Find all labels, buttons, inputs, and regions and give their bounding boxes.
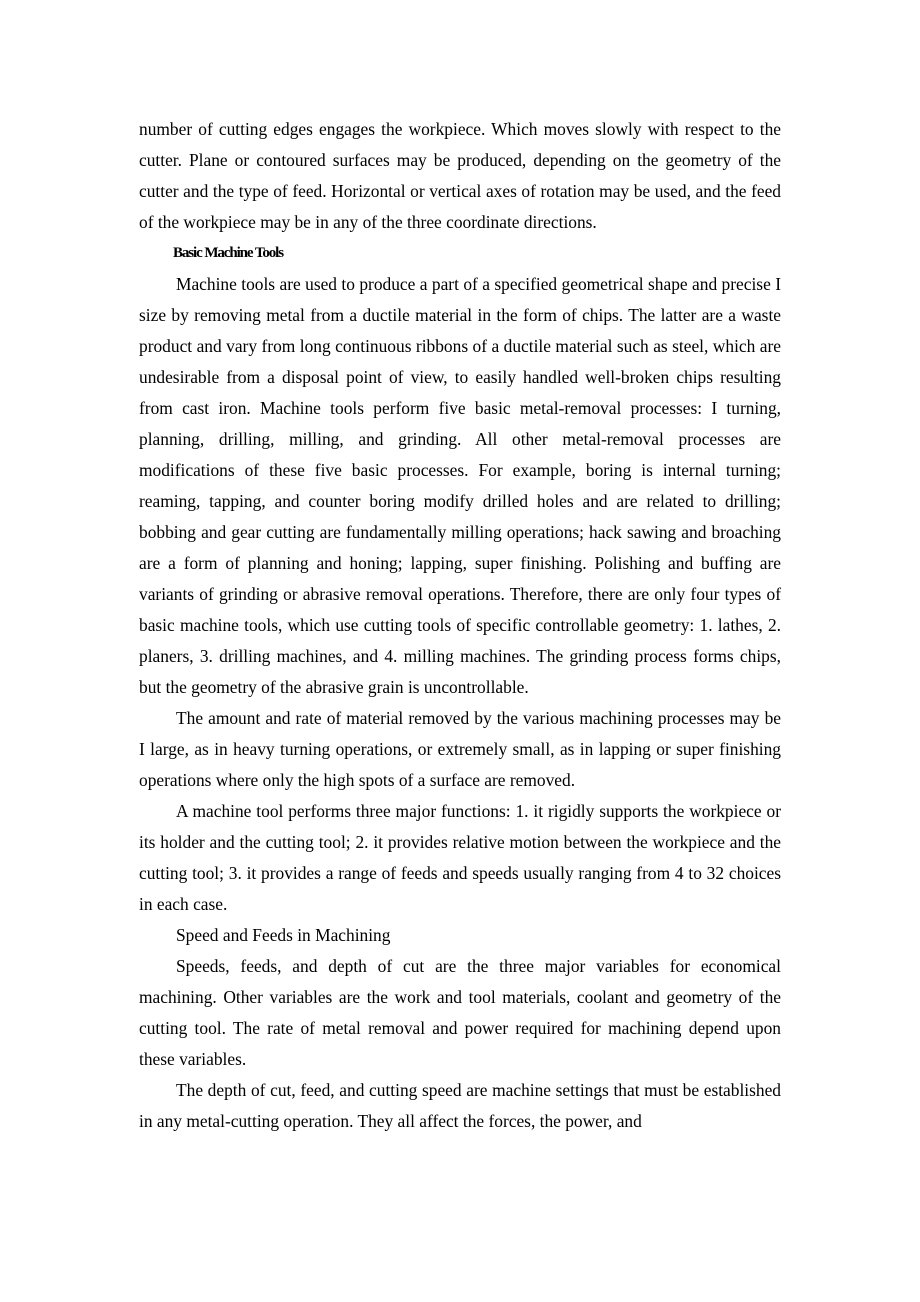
heading-speed-and-feeds: Speed and Feeds in Machining [176,925,391,945]
document-page [139,114,781,1137]
heading-basic-machine-tools: Basic Machine Tools [173,245,283,261]
paragraph-intro: number of cutting edges engages the workpiece. Which moves slowly with respect to the cutter. Plane or contoured surfaces may be produced, depending on the geometry of the cutter and the type of feed. Horizontal or vertical axes of rotation may be used, and the feed of the workpiece may be in any of the three coordinate directions. [139,119,781,232]
paragraph-speed-and-feeds-1: Speeds, feeds, and depth of cut are the three major variables for economical machining. Other variables are the work and tool materials, coolant and geometry of the cutting tool. The rate of metal removal and power required for machining depend upon these variables. [139,956,781,1069]
paragraph-basic-machine-tools-1: Machine tools are used to produce a part of a specified geometrical shape and precise I size by removing metal from a ductile material in the form of chips. The latter are a waste product and vary from long continuous ribbons of a ductile material such as steel, which are undesirable from a disposal point of view, to easily handled well-broken chips resulting from cast iron. Machine tools perform five basic metal-removal processes: I turning, planning, drilling, milling, and grinding. All other metal-removal processes are modifications of these five basic processes. For example, boring is internal turning; reaming, tapping, and counter boring modify drilled holes and are related to drilling; bobbing and gear cutting are fundamentally milling operations; hack sawing and broaching are a form of planning and honing; lapping, super finishing. Polishing and buffing are variants of grinding or abrasive removal operations. Therefore, there are only four types of basic machine tools, which use cutting tools of specific controllable geometry: 1. lathes, 2. planers, 3. drilling machines, and 4. milling machines. The grinding process forms chips, but the geometry of the abrasive grain is uncontrollable. [139,274,781,697]
paragraph-speed-and-feeds-2: The depth of cut, feed, and cutting speed are machine settings that must be established in any metal-cutting operation. They all affect the forces, the power, and [139,1080,781,1131]
paragraph-basic-machine-tools-2: The amount and rate of material removed by the various machining processes may be I large, as in heavy turning operations, or extremely small, as in lapping or super finishing operations where only the high spots of a surface are removed. [139,708,781,790]
paragraph-basic-machine-tools-3: A machine tool performs three major functions: 1. it rigidly supports the workpiece or its holder and the cutting tool; 2. it provides relative motion between the workpiece and the cutting tool; 3. it provides a range of feeds and speeds usually ranging from 4 to 32 choices in each case. [139,801,781,914]
